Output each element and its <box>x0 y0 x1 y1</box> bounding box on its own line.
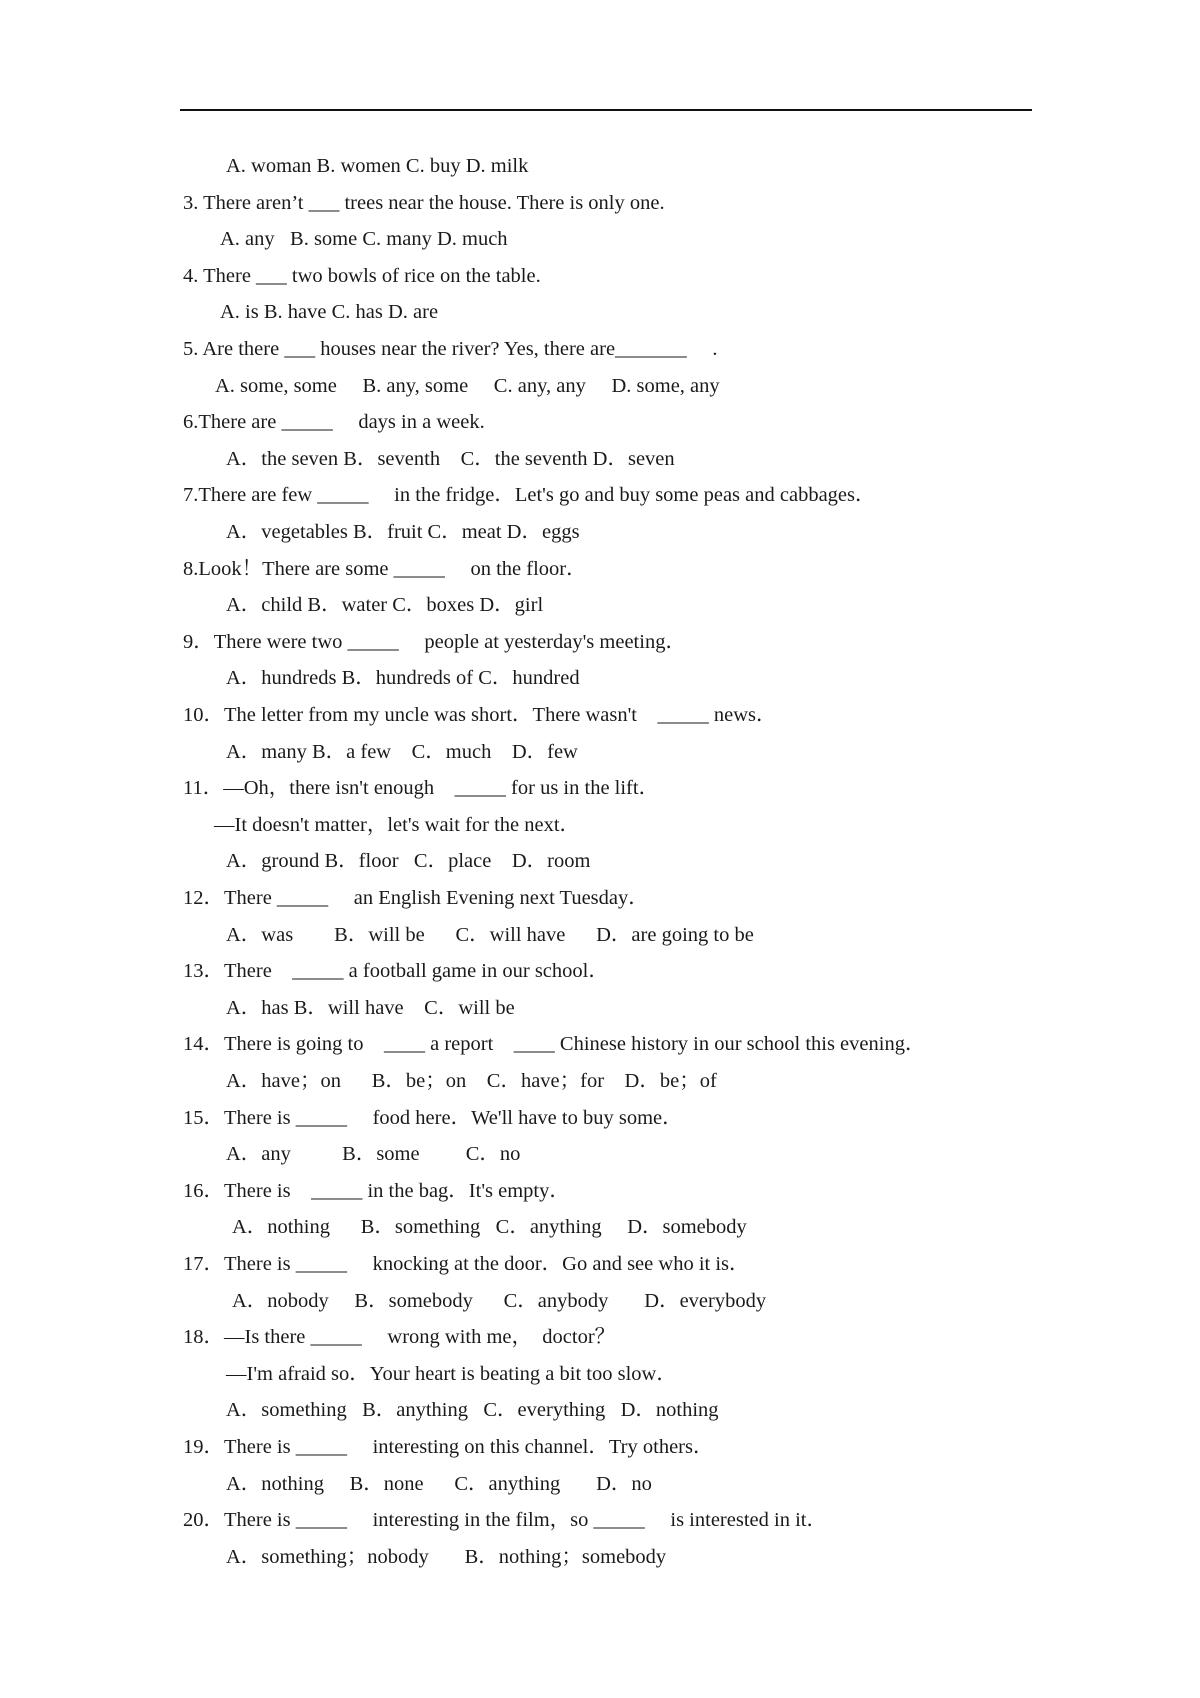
text-line: —It doesn't matter，let's wait for the next． <box>214 813 581 836</box>
text-line: 9．There were two _____ people at yesterday's meeting． <box>183 630 686 653</box>
text-line: A．any B．some C．no <box>226 1143 521 1166</box>
text-line: A．child B．water C．boxes D．girl <box>226 594 544 617</box>
text-line: A．something；nobody B．nothing；somebody <box>226 1545 667 1568</box>
text-line: 5. Are there ___ houses near the river? Yes, there are_______ . <box>183 338 718 360</box>
text-line: A．was B．will be C．will have D．are going to be <box>226 923 754 946</box>
text-line: A．nothing B．something C．anything D．somebody <box>232 1216 747 1239</box>
text-line: 17．There is _____ knocking at the door．Go and see who it is． <box>183 1253 750 1275</box>
text-line: A．has B．will have C．will be <box>226 996 515 1019</box>
header-rule <box>180 109 1032 111</box>
text-line: A．many B．a few C．much D．few <box>226 740 578 763</box>
text-line: 20．There is _____ interesting in the film，so _____ is interested in it． <box>183 1509 827 1532</box>
text-line: A．nothing B．none C．anything D．no <box>226 1472 652 1495</box>
text-line: 4. There ___ two bowls of rice on the table. <box>183 264 541 287</box>
text-line: 19．There is _____ interesting on this channel．Try others． <box>183 1436 714 1458</box>
text-line: 14．There is going to ____ a report ____ Chinese history in our school this evening． <box>183 1033 926 1056</box>
text-line: A．something B．anything C．everything D．nothing <box>226 1399 719 1422</box>
text-line: A．nobody B．somebody C．anybody D．everybody <box>232 1289 767 1312</box>
text-line: 12．There _____ an English Evening next Tuesday． <box>183 887 649 909</box>
text-line: 16．There is _____ in the bag．It's empty． <box>183 1179 570 1202</box>
text-line: A．ground B．floor C．place D．room <box>226 850 591 873</box>
text-line: 11．—Oh，there isn't enough _____ for us in the lift． <box>183 777 660 800</box>
text-line: 10．The letter from my uncle was short．There wasn't _____ news． <box>183 704 777 726</box>
text-line: 8.Look！There are some _____ on the floor． <box>183 557 587 580</box>
text-line: A．the seven B．seventh C．the seventh D．seven <box>226 447 675 470</box>
text-line: A. is B. have C. has D. are <box>220 301 439 324</box>
text-line: 6.There are _____ days in a week. <box>183 411 485 434</box>
text-line: 18．—Is there _____ wrong with me， doctor？ <box>183 1326 616 1349</box>
text-line: A. woman B. women C. buy D. milk <box>226 155 529 177</box>
text-line: A．hundreds B．hundreds of C．hundred <box>226 667 580 690</box>
text-line: A．have；on B．be；on C．have；for D．be；of <box>226 1070 717 1092</box>
text-line: —I'm afraid so．Your heart is beating a bit too slow． <box>226 1362 677 1385</box>
text-line: A. any B. some C. many D. much <box>220 228 508 251</box>
text-line: 7.There are few _____ in the fridge．Let's go and buy some peas and cabbages． <box>183 484 876 507</box>
text-line: A．vegetables B．fruit C．meat D．eggs <box>226 521 580 543</box>
text-line: 3. There aren’t ___ trees near the house. There is only one. <box>183 191 665 214</box>
text-line: 15．There is _____ food here．We'll have to buy some． <box>183 1106 683 1129</box>
text-line: 13．There _____ a football game in our school． <box>183 960 609 983</box>
text-line: A. some, some B. any, some C. any, any D. some, any <box>215 374 720 397</box>
